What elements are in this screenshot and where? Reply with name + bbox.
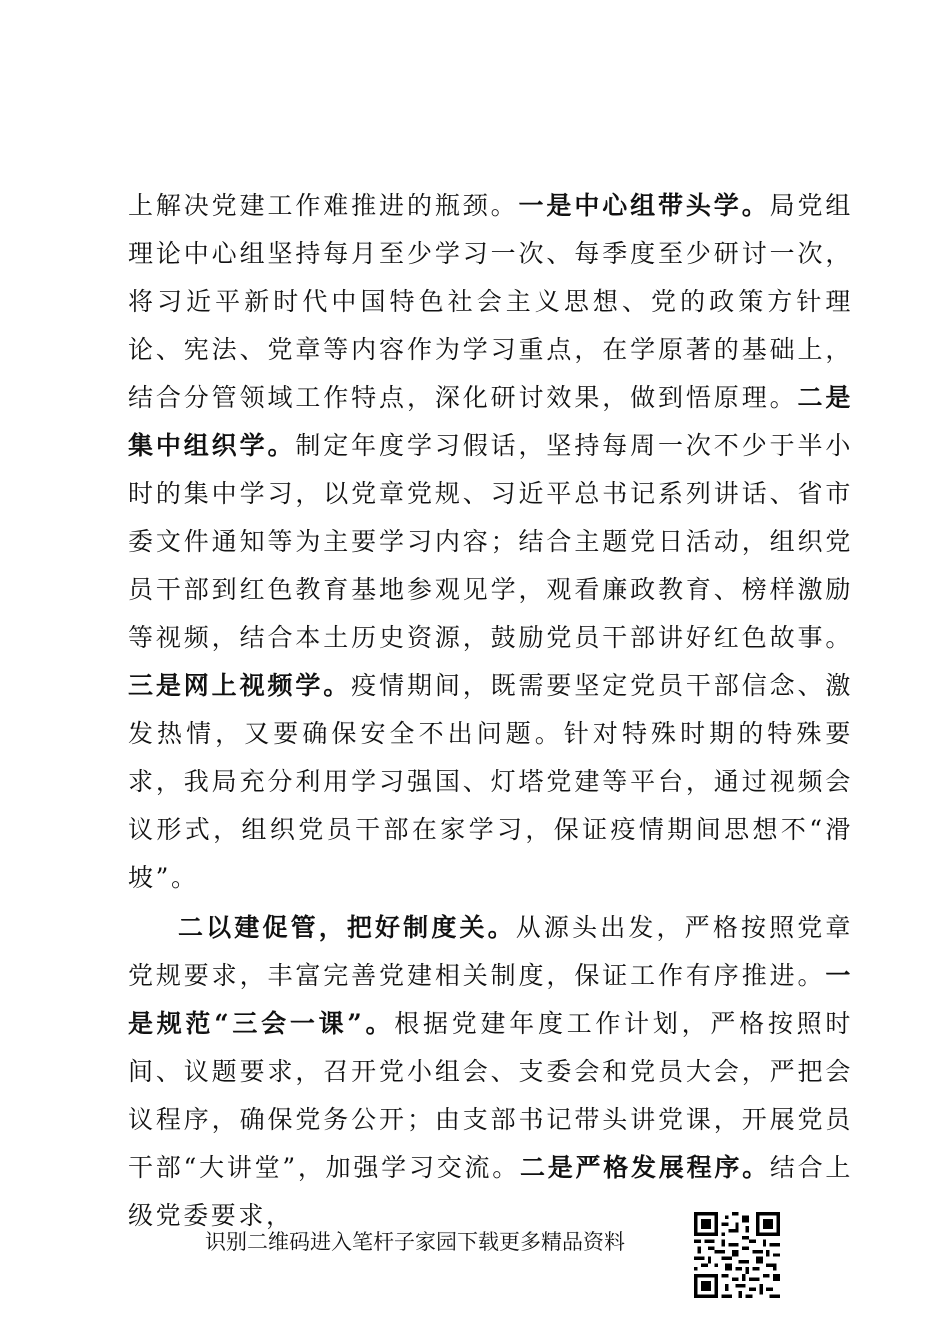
heading-study-group-leads: 一是中心组带头学。	[518, 191, 770, 220]
section-heading-system: 二以建促管，把好制度关。	[178, 913, 516, 942]
paragraph-2-run-2: 从源头出发，严格按照党章党规要求，丰富完善党建相关制度，保证工作有序推进。	[128, 913, 854, 990]
heading-strict-procedure: 二是严格发展程序。	[520, 1153, 770, 1182]
heading-online-video-study: 三是网上视频学。	[128, 671, 352, 700]
footer-banner	[0, 1208, 950, 1298]
paragraph-1-run-3: 局党组理论中心组坚持每月至少学习一次、每季度至少研讨一次，将习近平新时代中国特色社会主义思想、党的政策方针理论、宪法、党章等内容作为学习重点，在学原著的基础上，结合分管领域工作特点，深化研讨效果，做到悟原理。	[128, 191, 853, 412]
paragraph-2	[128, 904, 853, 1240]
heading-three-meetings-one-lesson: 一是规范“三会一课”。	[128, 961, 853, 1038]
paragraph-1	[128, 182, 853, 902]
paragraph-2-run-6: 结合上级党委要求，	[128, 1153, 853, 1230]
paragraph-1-run-5: 制定年度学习假话，坚持每周一次不少于半小时的集中学习，以党章党规、习近平总书记系列讲话、省市委文件通知等为主要学习内容；结合主题党日活动，组织党员干部到红色教育基地参观见学，观看廉政教育、榜样激励等视频，结合本土历史资源，鼓励党员干部讲好红色故事。	[128, 431, 853, 652]
paragraph-2-run-4: 根据党建年度工作计划，严格按照时间、议题要求，召开党小组会、支委会和党员大会，严把会议程序，确保党务公开；由支部书记带头讲党课，开展党员干部“大讲堂”，加强学习交流。	[128, 1009, 853, 1182]
paragraph-1-run-7: 疫情期间，既需要坚定党员干部信念、激发热情，又要确保安全不出问题。针对特殊时期的特殊要求，我局充分利用学习强国、灯塔党建等平台，通过视频会议形式，组织党员干部在家学习，保证疫情期间思想不“滑坡”。	[128, 671, 853, 892]
qr-code-icon[interactable]	[694, 1212, 780, 1298]
paragraph-1-run-1: 上解决党建工作难推进的瓶颈。	[128, 191, 519, 220]
heading-centralized-study: 二是集中组织学。	[128, 383, 853, 460]
body-text	[128, 182, 853, 1240]
footer-promo-text: 识别二维码进入笔杆子家园下载更多精品资料	[205, 1230, 625, 1254]
